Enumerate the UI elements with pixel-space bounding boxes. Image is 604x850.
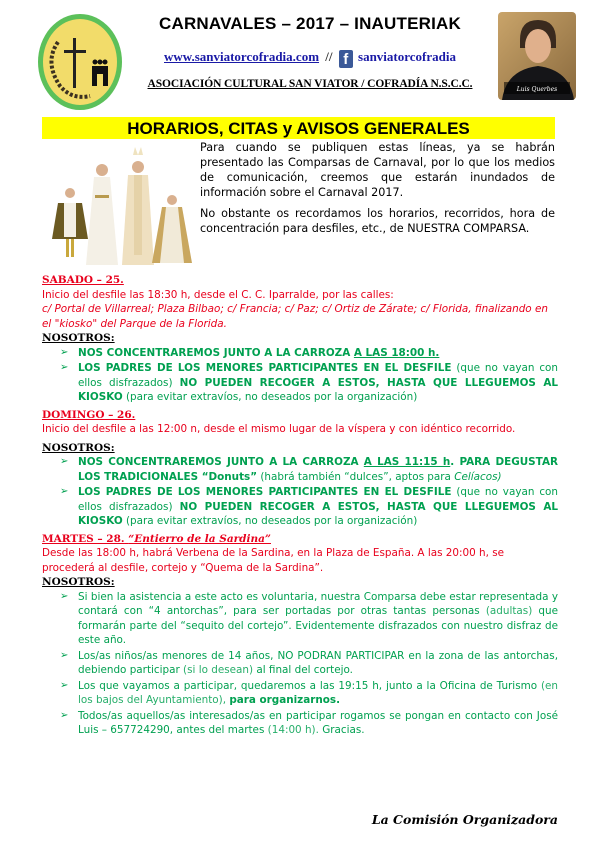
nosotros-heading: NOSOTROS:	[42, 576, 115, 588]
association-logo	[36, 12, 124, 112]
costume-figures-icon	[40, 145, 200, 270]
list-item: ➢ Si bien la asistencia a este acto es voluntaria, nuestra Comparsa debe estar representada y contará con “4 antorchas”, para ser portadas por otras tantas personas (adultas) que formarán parte del “sequito del cortejo”. Evidentemente disfrazados con nuestro disfraz de este año.	[60, 590, 558, 646]
intro-text	[200, 140, 555, 242]
list-item: ➢ Los que vayamos a participar, quedaremos a las 19:15 h, junto a la Oficina de Turismo (en los bajos del Ayuntamiento), para organizarnos.	[60, 679, 558, 706]
facebook-handle[interactable]: sanviatorcofradia	[358, 49, 456, 64]
intro-paragraph: Para cuando se publiquen estas líneas, ya se habrán presentado las Comparsas de Carnaval, por lo que los medios de comunicación, creemos que estarán inundados de información sobre el Carnaval 2017.	[200, 141, 555, 199]
signature: La Comisión Organizadora	[371, 812, 558, 827]
logo-icon	[36, 12, 124, 112]
arrow-bullet-icon: ➢	[60, 456, 69, 467]
arrow-bullet-icon: ➢	[60, 486, 69, 497]
links-row	[140, 49, 480, 68]
day-heading: MARTES – 28. “Entierro de la Sardina”	[42, 532, 271, 545]
parade-info: Inicio del desfile a las 12:00 n, desde el mismo lugar de la víspera y con idéntico recorrido.	[42, 423, 516, 435]
facebook-icon[interactable]: f	[339, 50, 353, 68]
day-subtitle: “Entierro de la Sardina”	[128, 532, 271, 545]
portrait-image	[498, 12, 576, 100]
section-tuesday	[42, 532, 558, 738]
costumes-image	[40, 145, 200, 270]
page-title: CARNAVALES – 2017 – INAUTERIAK	[159, 14, 461, 33]
arrow-bullet-icon: ➢	[60, 362, 69, 373]
list-item: ➢ LOS PADRES DE LOS MENORES PARTICIPANTES EN EL DESFILE (que no vayan con ellos disfrazados) NO PUEDEN RECOGER A ESTOS, HASTA QUE LLEGUEMOS AL KIOSKO (para evitar extravíos, no deseados por la organización)	[60, 362, 559, 403]
section-banner: HORARIOS, CITAS y AVISOS GENERALES	[42, 117, 555, 139]
website-link[interactable]: www.sanviatorcofradia.com	[164, 49, 320, 64]
bullet-list	[42, 346, 558, 405]
day-heading: SABADO – 25.	[42, 274, 124, 286]
section-saturday	[42, 273, 558, 405]
list-item: ➢ NOS CONCENTRAREMOS JUNTO A LA CARROZA A LAS 11:15 h. PARA DEGUSTAR LOS TRADICIONALES “Donuts” (habrá también “dulces”, aptos para Celíacos)	[60, 456, 558, 483]
list-item: ➢ NOS CONCENTRAREMOS JUNTO A LA CARROZA A LAS 18:00 h.	[60, 346, 440, 359]
portrait-icon	[498, 12, 576, 100]
list-item: ➢ LOS PADRES DE LOS MENORES PARTICIPANTES EN EL DESFILE (que no vayan con ellos disfrazados) NO PUEDEN RECOGER A ESTOS, HASTA QUE LLEGUEMOS AL KIOSKO (para evitar extravíos, no deseados por la organización)	[60, 486, 559, 527]
parade-info: Desde las 18:00 h, habrá Verbena de la Sardina, en la Plaza de España. A las 20:00 h, se procederá al desfile, cortejo y “Quema de la Sardina”.	[42, 547, 505, 574]
day-heading: DOMINGO – 26.	[42, 408, 136, 421]
schedule-content	[42, 273, 558, 741]
association-name: ASOCIACIÓN CULTURAL SAN VIATOR / COFRADÍA N.S.C.C.	[147, 78, 473, 90]
bullet-list	[42, 455, 558, 529]
arrow-bullet-icon: ➢	[60, 590, 69, 602]
list-item: ➢ Todos/as aquellos/as interesados/as en participar rogamos se pongan en contacto con José Luis – 657724290, antes del martes (14:00 h). Gracias.	[60, 709, 558, 736]
bullet-list	[42, 590, 558, 738]
arrow-bullet-icon: ➢	[60, 679, 69, 691]
arrow-bullet-icon: ➢	[60, 346, 69, 358]
intro-paragraph: No obstante os recordamos los horarios, recorridos, hora de concentración para desfiles, etc., de NUESTRA COMPARSA.	[200, 207, 555, 235]
section-sunday	[42, 408, 558, 529]
portrait-caption: Luis Querbes	[516, 86, 558, 93]
parade-route: c/ Portal de Villarreal; Plaza Bilbao; c/ Francia; c/ Paz; c/ Ortiz de Zárate; c/ Florida, finalizando en el "kiosko" del Parque de la Florida.	[42, 303, 548, 330]
parade-info: Inicio del desfile las 18:30 h, desde el C. C. Iparralde, por las calles:	[42, 288, 394, 301]
arrow-bullet-icon: ➢	[60, 709, 69, 721]
arrow-bullet-icon: ➢	[60, 649, 69, 661]
nosotros-heading: NOSOTROS:	[42, 332, 115, 344]
list-item: ➢ Los/as niños/as menores de 14 años, NO PODRAN PARTICIPAR en la zona de las antorchas, debiendo participar (si lo desean) al final del cortejo.	[60, 649, 558, 676]
nosotros-heading: NOSOTROS:	[42, 441, 115, 454]
separator: //	[325, 49, 333, 64]
